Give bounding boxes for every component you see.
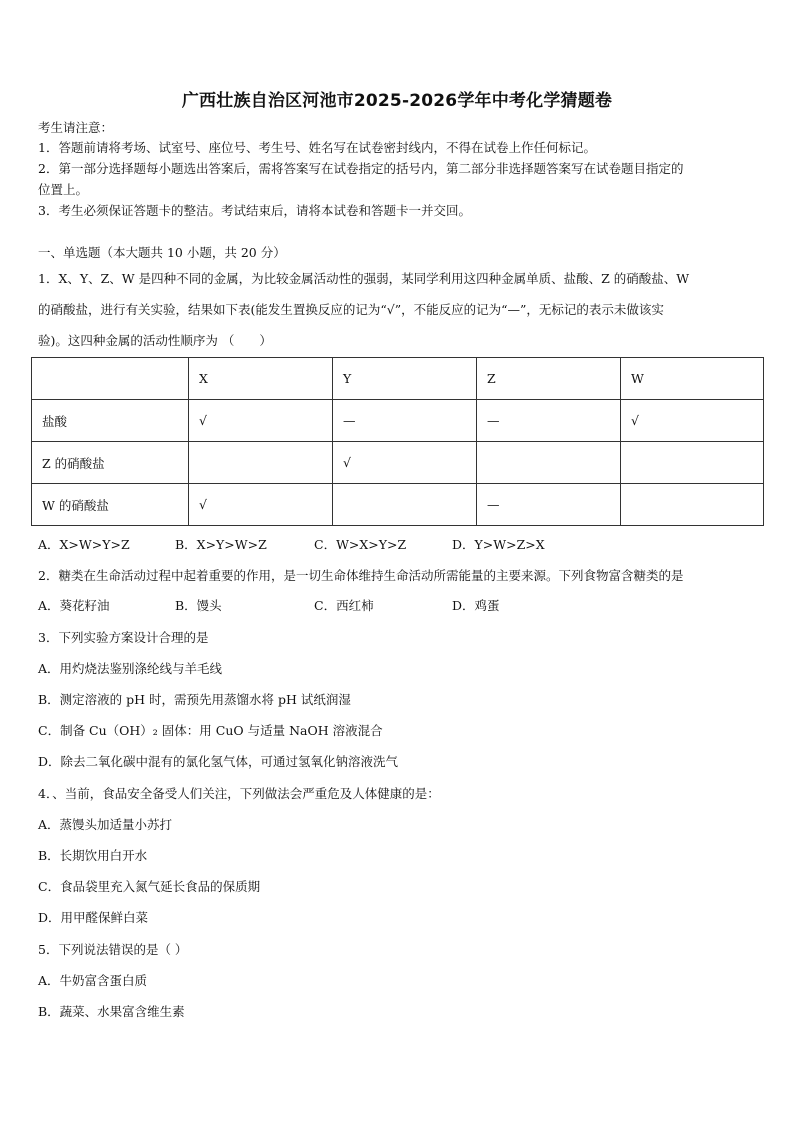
q1-stem-line-3: 验)。这四种金属的活动性顺序为 （ ） bbox=[38, 333, 272, 348]
table-cell bbox=[333, 484, 477, 526]
notice-heading: 考生请注意： bbox=[38, 120, 114, 135]
q2-stem: 2．糖类在生命活动过程中起着重要的作用，是一切生命体维持生命活动所需能量的主要来源。下列食物富含糖类的是 bbox=[38, 568, 684, 583]
q1-option-b[interactable]: B．X>Y>W>Z bbox=[175, 537, 267, 552]
table-cell bbox=[621, 442, 764, 484]
table-header-cell: X bbox=[189, 358, 333, 400]
table-cell: — bbox=[477, 400, 621, 442]
table-header-cell: Z bbox=[477, 358, 621, 400]
q1-option-d[interactable]: D．Y>W>Z>X bbox=[452, 537, 545, 552]
table-header-row bbox=[32, 358, 764, 400]
q4-option-b[interactable]: B．长期饮用白开水 bbox=[38, 848, 148, 863]
q4-option-a[interactable]: A．蒸馒头加适量小苏打 bbox=[38, 817, 173, 832]
q3-option-b[interactable]: B．测定溶液的 pH 时，需预先用蒸馏水将 pH 试纸润湿 bbox=[38, 692, 351, 707]
notice-item-1: 1．答题前请将考场、试室号、座位号、考生号、姓名写在试卷密封线内，不得在试卷上作任何标记。 bbox=[38, 140, 596, 155]
q4-option-c[interactable]: C．食品袋里充入氮气延长食品的保质期 bbox=[38, 879, 261, 894]
notice-item-2: 2．第一部分选择题每小题选出答案后，需将答案写在试卷指定的括号内，第二部分非选择题答案写在试卷题目指定的 bbox=[38, 161, 684, 176]
table-row bbox=[32, 484, 764, 526]
q4-stem: 4．、当前，食品安全备受人们关注，下列做法会严重危及人体健康的是： bbox=[38, 786, 440, 801]
table-cell: Z 的硝酸盐 bbox=[32, 442, 189, 484]
table-row bbox=[32, 400, 764, 442]
q3-option-a[interactable]: A．用灼烧法鉴别涤纶线与羊毛线 bbox=[38, 661, 223, 676]
table-cell: — bbox=[477, 484, 621, 526]
table-cell: √ bbox=[189, 400, 333, 442]
q2-option-c[interactable]: C．西红柿 bbox=[314, 598, 374, 613]
q1-result-table bbox=[31, 357, 764, 526]
q1-stem-line-2: 的硝酸盐，进行有关实验，结果如下表(能发生置换反应的记为“√”，不能反应的记为“—”，无标记的表示未做该实 bbox=[38, 302, 664, 317]
table-row bbox=[32, 442, 764, 484]
table-cell: √ bbox=[189, 484, 333, 526]
table-cell: √ bbox=[621, 400, 764, 442]
q5-option-a[interactable]: A．牛奶富含蛋白质 bbox=[38, 973, 148, 988]
page-title: 广西壮族自治区河池市2025-2026学年中考化学猜题卷 bbox=[181, 91, 613, 111]
table-header-cell: W bbox=[621, 358, 764, 400]
q3-option-c[interactable]: C．制备 Cu（OH）₂ 固体：用 CuO 与适量 NaOH 溶液混合 bbox=[38, 723, 383, 738]
table-cell bbox=[621, 484, 764, 526]
table-cell: — bbox=[333, 400, 477, 442]
q2-option-d[interactable]: D．鸡蛋 bbox=[452, 598, 500, 613]
section-heading: 一、单选题（本大题共 10 小题，共 20 分） bbox=[38, 245, 286, 260]
table-cell bbox=[477, 442, 621, 484]
q3-option-d[interactable]: D．除去二氧化碳中混有的氯化氢气体，可通过氢氧化钠溶液洗气 bbox=[38, 754, 399, 769]
q3-stem: 3．下列实验方案设计合理的是 bbox=[38, 630, 209, 645]
table-header-cell: Y bbox=[333, 358, 477, 400]
table-header-cell bbox=[32, 358, 189, 400]
table-cell: W 的硝酸盐 bbox=[32, 484, 189, 526]
q5-option-b[interactable]: B．蔬菜、水果富含维生素 bbox=[38, 1004, 185, 1019]
notice-item-3: 3．考生必须保证答题卡的整洁。考试结束后，请将本试卷和答题卡一并交回。 bbox=[38, 203, 471, 218]
q2-option-a[interactable]: A．葵花籽油 bbox=[38, 598, 110, 613]
q5-stem: 5．下列说法错误的是（ ） bbox=[38, 942, 188, 957]
table-cell: 盐酸 bbox=[32, 400, 189, 442]
q2-option-b[interactable]: B．馒头 bbox=[175, 598, 222, 613]
q4-option-d[interactable]: D．用甲醛保鲜白菜 bbox=[38, 910, 149, 925]
q1-stem-line-1: 1．X、Y、Z、W 是四种不同的金属，为比较金属活动性的强弱，某同学利用这四种金属单质、盐酸、Z 的硝酸盐、W bbox=[38, 271, 690, 286]
table-cell: √ bbox=[333, 442, 477, 484]
notice-item-2-cont: 位置上。 bbox=[38, 182, 89, 197]
q1-option-a[interactable]: A．X>W>Y>Z bbox=[38, 537, 130, 552]
table-cell bbox=[189, 442, 333, 484]
q1-option-c[interactable]: C．W>X>Y>Z bbox=[314, 537, 407, 552]
